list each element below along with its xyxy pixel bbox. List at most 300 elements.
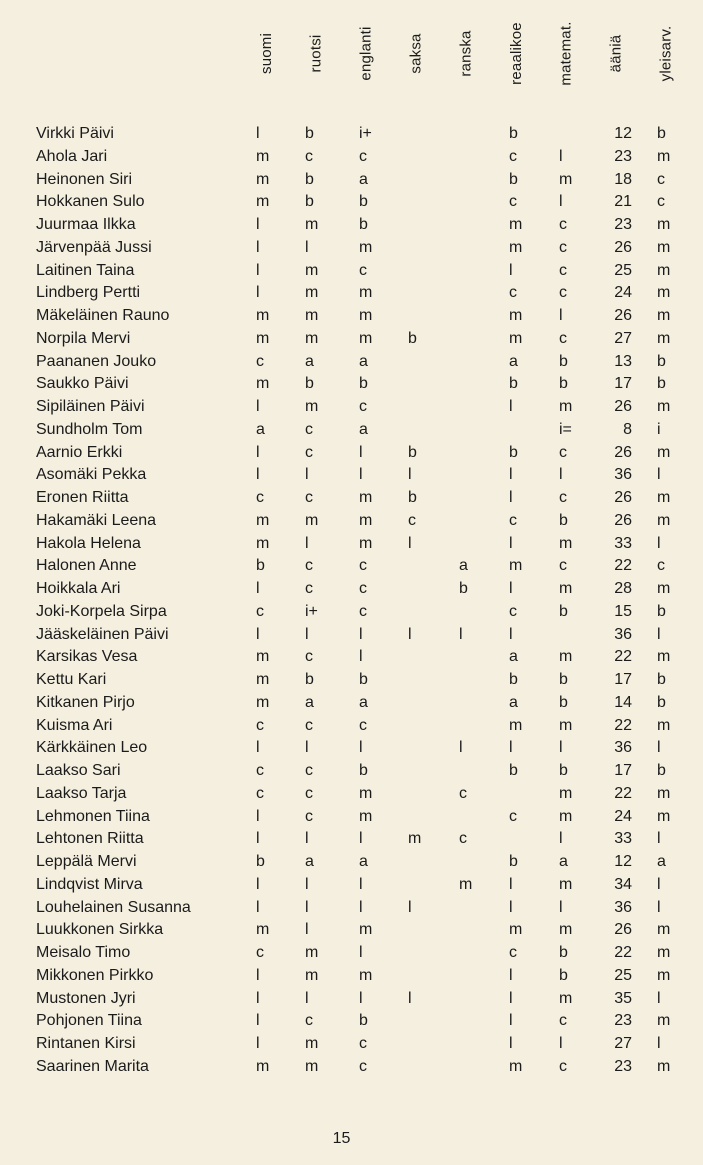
grade-ranska <box>459 373 479 396</box>
grade-reaali: m <box>509 921 523 939</box>
grade-saksa <box>408 874 428 897</box>
grade-yleis: a <box>657 853 666 870</box>
table-row <box>0 510 703 533</box>
grade-ranska: l <box>459 739 463 757</box>
student-name: Lehmonen Tiina <box>36 807 150 825</box>
grade-ranska: l <box>459 625 463 643</box>
grade-suomi: m <box>256 511 270 529</box>
grade-yleis: m <box>657 648 671 666</box>
grade-aania: 13 <box>614 352 632 370</box>
grade-reaali: a <box>509 352 518 370</box>
header-saksa: saksa <box>407 32 425 74</box>
grade-englanti: b <box>359 216 368 233</box>
grade-ruotsi: m <box>305 307 319 324</box>
grade-suomi: m <box>256 147 270 165</box>
grade-reaali: b <box>509 671 518 688</box>
student-name: Lehtonen Riitta <box>36 830 144 848</box>
grade-ranska <box>459 351 479 374</box>
grade-englanti: m <box>359 238 373 256</box>
grade-suomi: l <box>256 398 260 415</box>
grade-suomi: c <box>256 716 264 734</box>
student-name: Hokkanen Sulo <box>36 193 145 211</box>
grade-aania: 26 <box>614 307 632 324</box>
grade-suomi: m <box>256 1057 270 1075</box>
grade-saksa <box>408 396 428 419</box>
grade-yleis: m <box>657 443 671 461</box>
grade-ruotsi: a <box>305 853 314 870</box>
grade-yleis: m <box>657 580 671 597</box>
grade-ranska: c <box>459 830 467 848</box>
grade-matemat: l <box>559 1035 563 1052</box>
grade-reaali: l <box>509 966 513 984</box>
grade-saksa <box>408 578 428 601</box>
grade-saksa <box>408 646 428 669</box>
grade-ruotsi: m <box>305 284 319 302</box>
grade-aania: 36 <box>614 625 632 643</box>
grade-aania: 33 <box>614 830 632 848</box>
grade-saksa <box>408 1010 428 1033</box>
grade-saksa <box>408 965 428 988</box>
grade-ruotsi: c <box>305 420 313 438</box>
table-row <box>0 1010 703 1033</box>
grade-aania: 26 <box>614 489 632 506</box>
grade-englanti: a <box>359 170 368 188</box>
grade-reaali: a <box>509 693 518 711</box>
grade-suomi: m <box>256 193 270 211</box>
grade-yleis: m <box>657 784 671 802</box>
grade-saksa <box>408 169 428 192</box>
grade-yleis: b <box>657 602 666 620</box>
grade-matemat: m <box>559 170 573 188</box>
grade-reaali: a <box>509 648 518 666</box>
grade-suomi: c <box>256 489 264 506</box>
student-name: Eronen Riitta <box>36 489 129 506</box>
grade-suomi: b <box>256 557 265 575</box>
grade-saksa <box>408 282 428 305</box>
grade-suomi: m <box>256 534 270 552</box>
student-name: Hakola Helena <box>36 534 141 552</box>
grade-matemat: b <box>559 602 568 620</box>
grade-matemat: c <box>559 261 567 279</box>
grade-suomi: m <box>256 329 270 347</box>
grade-ruotsi: c <box>305 716 313 734</box>
grade-aania: 33 <box>614 534 632 552</box>
grade-ranska: a <box>459 557 468 575</box>
student-name: Saarinen Marita <box>36 1057 149 1075</box>
table-row <box>0 897 703 920</box>
grade-englanti: m <box>359 307 373 324</box>
grade-reaali: l <box>509 398 513 415</box>
table-row <box>0 328 703 351</box>
student-name: Halonen Anne <box>36 557 137 575</box>
grade-yleis: l <box>657 739 661 757</box>
grade-saksa <box>408 1033 428 1056</box>
grade-yleis: m <box>657 307 671 324</box>
grade-ranska <box>459 510 479 533</box>
grade-aania: 12 <box>614 125 632 142</box>
grade-suomi: l <box>256 807 260 825</box>
grade-saksa: b <box>408 489 417 506</box>
grade-englanti: m <box>359 329 373 347</box>
grade-englanti: a <box>359 352 368 370</box>
grade-yleis: m <box>657 1012 671 1030</box>
grade-reaali: l <box>509 534 513 552</box>
grade-aania: 22 <box>614 557 632 575</box>
table-row <box>0 942 703 965</box>
grade-englanti: b <box>359 375 368 393</box>
grade-englanti: c <box>359 147 367 165</box>
table-row <box>0 373 703 396</box>
grade-ruotsi: m <box>305 511 319 529</box>
grade-matemat: c <box>559 216 567 233</box>
grade-saksa: l <box>408 989 412 1007</box>
grade-ruotsi: m <box>305 398 319 415</box>
grade-reaali: l <box>509 1035 513 1052</box>
grade-matemat: b <box>559 762 568 779</box>
grade-ruotsi: c <box>305 648 313 666</box>
grade-reaali: m <box>509 1057 523 1075</box>
grade-aania: 27 <box>614 329 632 347</box>
student-name: Järvenpää Jussi <box>36 238 152 256</box>
grade-ruotsi: l <box>305 739 309 757</box>
grade-aania: 26 <box>614 443 632 461</box>
grade-englanti: m <box>359 807 373 825</box>
grade-ranska <box>459 214 479 237</box>
header-aania: ääniä <box>607 34 625 72</box>
grade-ruotsi: l <box>305 830 309 848</box>
grade-ranska: b <box>459 580 468 597</box>
student-name: Hoikkala Ari <box>36 580 121 597</box>
header-matemat: matemat. <box>557 20 575 86</box>
student-name: Mäkeläinen Rauno <box>36 307 170 324</box>
grade-reaali: m <box>509 216 523 233</box>
student-name: Sundholm Tom <box>36 420 143 438</box>
grade-aania: 26 <box>614 238 632 256</box>
grade-suomi: m <box>256 307 270 324</box>
grade-reaali: m <box>509 307 523 324</box>
grade-saksa <box>408 237 428 260</box>
grade-englanti: m <box>359 921 373 939</box>
grade-saksa: c <box>408 511 416 529</box>
student-name: Laakso Sari <box>36 762 121 779</box>
grade-aania: 34 <box>614 875 632 893</box>
grade-matemat: l <box>559 466 563 484</box>
grade-englanti: l <box>359 625 363 643</box>
grade-matemat: b <box>559 352 568 370</box>
grade-matemat: m <box>559 580 573 597</box>
grade-suomi: c <box>256 352 264 370</box>
grade-ranska <box>459 601 479 624</box>
grade-ruotsi: m <box>305 966 319 984</box>
grade-yleis: b <box>657 375 666 393</box>
grade-suomi: c <box>256 602 264 620</box>
student-name: Norpila Mervi <box>36 329 131 347</box>
grade-matemat: c <box>559 1057 567 1075</box>
grade-reaali: b <box>509 853 518 870</box>
grade-ranska <box>459 191 479 214</box>
grade-suomi: m <box>256 170 270 188</box>
grade-saksa <box>408 305 428 328</box>
grade-englanti: l <box>359 875 363 893</box>
grade-reaali: l <box>509 466 513 484</box>
grade-englanti: c <box>359 398 367 415</box>
grade-suomi: l <box>256 1035 260 1052</box>
grade-englanti: b <box>359 762 368 779</box>
grade-yleis: m <box>657 284 671 302</box>
grade-ruotsi: l <box>305 238 309 256</box>
grade-saksa: l <box>408 898 412 916</box>
table-row <box>0 806 703 829</box>
grade-ranska <box>459 146 479 169</box>
grade-ranska <box>459 419 479 442</box>
table-row <box>0 123 703 146</box>
grade-aania: 17 <box>614 375 632 393</box>
table-row <box>0 282 703 305</box>
grade-yleis: l <box>657 875 661 893</box>
student-name: Sipiläinen Päivi <box>36 398 145 415</box>
grade-reaali: l <box>509 898 513 916</box>
student-name: Pohjonen Tiina <box>36 1012 142 1030</box>
table-row <box>0 783 703 806</box>
grade-saksa <box>408 806 428 829</box>
grade-englanti: m <box>359 489 373 506</box>
grade-aania: 28 <box>614 580 632 597</box>
grade-yleis: c <box>657 557 665 575</box>
header-englanti: englanti <box>357 25 375 81</box>
grade-ruotsi: l <box>305 534 309 552</box>
grade-reaali: l <box>509 489 513 506</box>
grade-suomi: l <box>256 238 260 256</box>
table-row <box>0 396 703 419</box>
grade-reaali: m <box>509 716 523 734</box>
grade-yleis: m <box>657 1057 671 1075</box>
grade-yleis: b <box>657 762 666 779</box>
student-name: Jääskeläinen Päivi <box>36 625 169 643</box>
grade-matemat: m <box>559 716 573 734</box>
grade-ranska: c <box>459 784 467 802</box>
grade-matemat: m <box>559 784 573 802</box>
table-row <box>0 669 703 692</box>
table-row <box>0 988 703 1011</box>
grade-englanti: l <box>359 944 363 961</box>
grade-englanti: c <box>359 261 367 279</box>
grade-reaali: c <box>509 944 517 961</box>
grade-suomi: l <box>256 284 260 302</box>
grade-saksa <box>408 715 428 738</box>
grade-aania: 26 <box>614 398 632 415</box>
grade-reaali: m <box>509 329 523 347</box>
table-row <box>0 851 703 874</box>
grade-matemat: b <box>559 671 568 688</box>
grade-reaali: m <box>509 238 523 256</box>
grade-yleis: l <box>657 989 661 1007</box>
grade-suomi: l <box>256 739 260 757</box>
grade-aania: 18 <box>614 170 632 188</box>
student-name: Louhelainen Susanna <box>36 898 191 916</box>
grade-englanti: c <box>359 580 367 597</box>
grade-reaali: c <box>509 511 517 529</box>
grade-suomi: l <box>256 580 260 597</box>
grade-englanti: c <box>359 1057 367 1075</box>
table-row <box>0 260 703 283</box>
table-row <box>0 828 703 851</box>
grade-suomi: l <box>256 443 260 461</box>
grade-reaali <box>509 783 531 806</box>
grade-reaali: m <box>509 557 523 575</box>
grade-saksa: m <box>408 830 422 848</box>
grade-aania: 36 <box>614 466 632 484</box>
grade-yleis: m <box>657 489 671 506</box>
grade-ranska <box>459 260 479 283</box>
student-name: Lindberg Pertti <box>36 284 141 302</box>
grade-matemat: m <box>559 989 573 1007</box>
grade-yleis: b <box>657 693 666 711</box>
grade-ranska <box>459 965 479 988</box>
grade-aania: 24 <box>614 284 632 302</box>
student-name: Mustonen Jyri <box>36 989 136 1007</box>
header-ruotsi: ruotsi <box>307 34 325 72</box>
student-name: Aarnio Erkki <box>36 443 123 461</box>
header-ranska: ranska <box>457 29 475 77</box>
grade-ruotsi: a <box>305 693 314 711</box>
student-name: Ahola Jari <box>36 147 108 165</box>
grade-aania: 25 <box>614 261 632 279</box>
student-name: Karsikas Vesa <box>36 648 138 666</box>
grade-aania: 15 <box>614 602 632 620</box>
grade-saksa <box>408 351 428 374</box>
grade-ruotsi: l <box>305 989 309 1007</box>
grade-reaali <box>509 828 531 851</box>
grade-saksa <box>408 919 428 942</box>
grade-saksa <box>408 942 428 965</box>
student-name: Virkki Päivi <box>36 125 114 142</box>
grade-matemat: m <box>559 534 573 552</box>
grade-ruotsi: l <box>305 625 309 643</box>
table-row <box>0 237 703 260</box>
grade-englanti: a <box>359 853 368 870</box>
grade-matemat: l <box>559 830 563 848</box>
grade-reaali: l <box>509 875 513 893</box>
grade-reaali: b <box>509 375 518 393</box>
grade-aania: 36 <box>614 898 632 916</box>
student-name: Laakso Tarja <box>36 784 127 802</box>
grade-ranska <box>459 169 479 192</box>
grade-ruotsi: c <box>305 762 313 779</box>
grade-yleis: m <box>657 511 671 529</box>
grade-ranska: m <box>459 875 473 893</box>
grade-suomi: l <box>256 830 260 848</box>
table-row <box>0 1056 703 1079</box>
table-row <box>0 1033 703 1056</box>
grade-ruotsi: b <box>305 170 314 188</box>
grade-englanti: l <box>359 466 363 484</box>
grade-matemat: b <box>559 693 568 711</box>
grade-ranska <box>459 1056 479 1079</box>
grade-reaali <box>509 419 531 442</box>
table-row <box>0 737 703 760</box>
student-name: Kuisma Ari <box>36 716 113 734</box>
grade-matemat <box>559 123 585 146</box>
grade-matemat: b <box>559 375 568 393</box>
table-row <box>0 601 703 624</box>
grade-ruotsi: c <box>305 443 313 461</box>
grade-yleis: l <box>657 534 661 552</box>
student-name: Hakamäki Leena <box>36 511 157 529</box>
grade-ranska <box>459 442 479 465</box>
grade-aania: 17 <box>614 671 632 688</box>
grade-saksa <box>408 601 428 624</box>
grade-matemat: m <box>559 875 573 893</box>
table-row <box>0 191 703 214</box>
grade-yleis: l <box>657 1035 661 1052</box>
table-row <box>0 487 703 510</box>
grade-yleis: l <box>657 898 661 916</box>
table-row <box>0 578 703 601</box>
grade-suomi: m <box>256 671 270 688</box>
grade-yleis: i <box>657 420 661 438</box>
student-name: Luukkonen Sirkka <box>36 921 164 939</box>
student-name: Lindqvist Mirva <box>36 875 143 893</box>
grade-englanti: c <box>359 1035 367 1052</box>
grade-saksa <box>408 737 428 760</box>
grade-englanti: c <box>359 602 367 620</box>
grade-matemat: l <box>559 147 563 165</box>
grade-reaali: c <box>509 147 517 165</box>
table-row <box>0 555 703 578</box>
grade-ruotsi: c <box>305 784 313 802</box>
student-name: Meisalo Timo <box>36 944 131 961</box>
grade-suomi: a <box>256 420 265 438</box>
grade-suomi: c <box>256 762 264 779</box>
student-name: Saukko Päivi <box>36 375 129 393</box>
grade-reaali: l <box>509 261 513 279</box>
grade-ranska <box>459 919 479 942</box>
grade-saksa <box>408 191 428 214</box>
grade-suomi: c <box>256 784 264 802</box>
grade-saksa <box>408 1056 428 1079</box>
grade-englanti: m <box>359 966 373 984</box>
grade-saksa <box>408 669 428 692</box>
grade-matemat: m <box>559 398 573 415</box>
grade-ranska <box>459 669 479 692</box>
grade-saksa: l <box>408 534 412 552</box>
grade-ranska <box>459 1033 479 1056</box>
grade-saksa <box>408 760 428 783</box>
grade-matemat: c <box>559 329 567 347</box>
grade-matemat: c <box>559 284 567 302</box>
table-row <box>0 533 703 556</box>
grade-ruotsi: m <box>305 329 319 347</box>
grade-yleis: c <box>657 170 665 188</box>
grade-aania: 23 <box>614 216 632 233</box>
grade-englanti: m <box>359 784 373 802</box>
grade-yleis: m <box>657 238 671 256</box>
student-name: Kitkanen Pirjo <box>36 693 135 711</box>
grade-saksa: b <box>408 329 417 347</box>
grade-ranska <box>459 646 479 669</box>
grade-yleis: m <box>657 261 671 279</box>
grade-matemat: l <box>559 193 563 211</box>
grade-suomi: m <box>256 921 270 939</box>
grade-suomi: l <box>256 989 260 1007</box>
grade-ruotsi: c <box>305 807 313 825</box>
grade-suomi: l <box>256 125 260 142</box>
grade-yleis: c <box>657 193 665 211</box>
grade-englanti: l <box>359 443 363 461</box>
table-row <box>0 715 703 738</box>
grade-aania: 14 <box>614 693 632 711</box>
table-row <box>0 692 703 715</box>
